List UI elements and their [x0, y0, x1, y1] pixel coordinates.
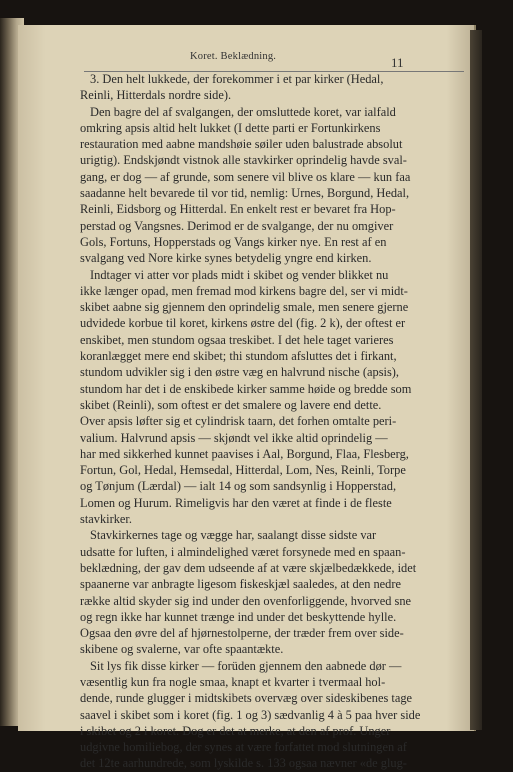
running-head: Koret. Beklædning. — [190, 51, 277, 62]
text-line: spaanerne var anbragte ligesom fiskeskjæl saaledes, at den nedre — [80, 577, 402, 592]
text-line: og Tønjum (Lærdal) — ialt 14 og som sandsynlig i Hopperstad, — [80, 479, 397, 494]
text-line: restauration med aabne mandshøie søiler uden balustrade absolut — [80, 137, 403, 152]
text-line: gang, er dog — af grunde, som senere vil blive os klare — kun faa — [80, 169, 411, 184]
text-line: svalgang ved Nore kirke synes betydelig yngre end kirken. — [80, 251, 372, 266]
text-line: Reinli, Eidsborg og Hitterdal. En enkelt rest er bevaret fra Hop- — [80, 202, 396, 217]
text-line: har med sikkerhed kunnet paavises i Aal, Borgund, Flaa, Flesberg, — [80, 446, 409, 461]
text-line: stavkirker. — [80, 512, 132, 527]
text-line: skibet aabne sig gjennem den oprindelig smale, men senere gjerne — [80, 300, 409, 315]
text-line: væsentlig kun fra nogle smaa, knapt et kvarter i tvermaal hol- — [80, 674, 386, 689]
text-line: skibene og svalerne, var ofte spaantækte. — [80, 642, 284, 657]
text-line: Den bagre del af svalgangen, der omsluttede koret, var ialfald — [90, 104, 396, 119]
text-line: og regn ikke har kunnet trænge ind under det beskyttende hylle. — [80, 609, 397, 624]
text-line: koranlægget mere end skibet; thi stundom afsluttes det i firkant, — [80, 349, 397, 364]
text-line: det 12te aarhundrede, som lyskilde s. 133 ogsaa nævner «de glug- — [80, 756, 407, 771]
text-line: Gols, Fortuns, Hopperstads og Vangs kirker nye. En rest af en — [80, 234, 387, 249]
text-line: udgivne homiliebog, der synes at være forfattet mod slutningen af — [80, 740, 407, 755]
text-line: saavel i skibet som i koret (fig. 1 og 3) sædvanlig 4 à 5 paa hver side — [80, 707, 421, 722]
text-line: udvidede korbue til koret, kirkens østre del (fig. 2 k), der oftest er — [80, 316, 406, 331]
text-line: udsatte for luften, i almindelighed været forsynede med en spaan- — [80, 544, 406, 559]
text-line: beklædning, der gav dem udseende af at være skjælbedækkede, idet — [80, 560, 417, 575]
text-line: perstad og Vangsnes. Derimod er de svalgange, der nu omgiver — [80, 218, 394, 233]
text-line: Indtager vi atter vor plads midt i skibet og vender blikket nu — [90, 267, 389, 282]
text-line: valium. Halvrund apsis — skjøndt vel ikke altid oprindelig — — [80, 430, 388, 445]
page-number: 11 — [391, 55, 404, 70]
text-line: i skibet og 2 i koret. Dog er det at merke, at den af prof. Unger — [80, 723, 391, 738]
text-line: saadanne helt bevarede til vor tid, nemlig: Urnes, Borgund, Hedal, — [80, 186, 410, 201]
text-line: Reinli, Hitterdals nordre side). — [80, 88, 232, 103]
text-line: Ogsaa den øvre del af hjørnestolperne, der træder frem over side- — [80, 626, 404, 641]
text-line: Lomen og Hurum. Rimeligvis har den været at finde i de fleste — [80, 495, 392, 510]
text-line: stundom udvikler sig i den østre væg en halvrund nische (apsis), — [80, 365, 400, 380]
text-line: stundom har det i de enskibede kirker samme høide og bredde som — [80, 381, 412, 396]
text-line: Fortun, Gol, Hedal, Hemsedal, Hitterdal, Lom, Nes, Reinli, Torpe — [80, 463, 406, 478]
text-line: Over apsis løfter sig et cylindrisk taarn, det forhen omtalte peri- — [80, 414, 397, 429]
text-line: enskibet, men stundom ogsaa treskibet. I det hele taget varieres — [80, 332, 394, 347]
text-line: Stavkirkernes tage og vægge har, saalangt disse sidste var — [90, 528, 377, 543]
text-line: række altid skyder sig ind under den ovenforliggende, hvorved sne — [80, 593, 412, 608]
text-line: dende, runde glugger i midtskibets overvæg over sideskibenes tage — [80, 691, 413, 706]
text-line: urigtig). Endskjøndt vistnok alle stavkirker oprindelig havde sval- — [80, 153, 407, 168]
text-line: Sit lys fik disse kirker — forüden gjennem den aabnede dør — — [90, 658, 402, 673]
text-line: 3. Den helt lukkede, der forekommer i et par kirker (Hedal, — [90, 72, 384, 86]
body-text — [80, 71, 472, 772]
text-line: omkring apsis altid helt lukket (I dette parti er Fortunkirkens — [80, 120, 381, 135]
text-line: skibet (Reinli), som oftest er det smalere og lavere end dette. — [80, 397, 382, 412]
text-line: ikke længer opad, men fremad mod kirkens bagre del, ser vi midt- — [80, 283, 408, 298]
